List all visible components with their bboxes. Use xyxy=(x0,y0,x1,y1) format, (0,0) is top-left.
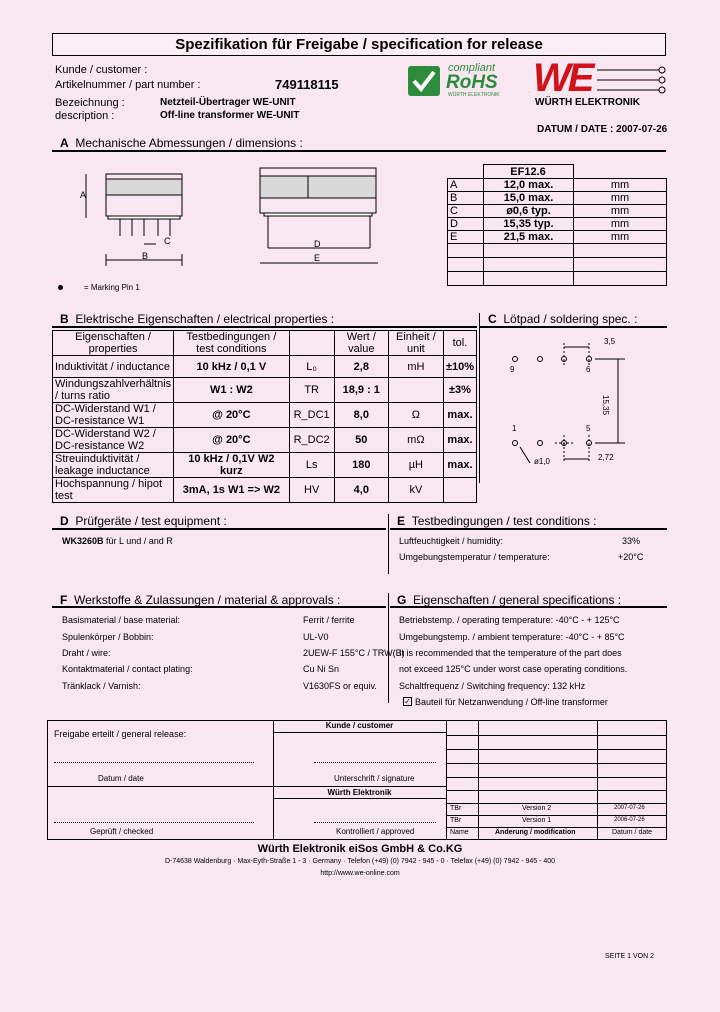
material-value: Ferrit / ferrite xyxy=(303,615,355,625)
section-c-heading: C Lötpad / soldering spec. : xyxy=(488,312,638,326)
material-value: UL-V0 xyxy=(303,632,329,642)
pad-dim-35: 3,5 xyxy=(604,337,616,346)
pin-6-label: 6 xyxy=(586,365,591,374)
dim-e-label: E xyxy=(314,253,321,263)
we-brand: WÜRTH ELEKTRONIK xyxy=(535,97,640,108)
company-address: D-74638 Waldenburg · Max-Eyth-Straße 1 - 3 · Germany · Telefon (+49) (0) 7942 - 945 - 0 · Telefax (+49) (0) 7942 - 945 - 400 xyxy=(164,858,556,865)
table-row: E 21,5 max. mm xyxy=(448,231,667,244)
release-label: Freigabe erteilt / general release: xyxy=(54,729,187,739)
table-row: Streuinduktivität / leakage inductance 10 kHz / 0,1V W2 kurz Ls 180 µH max. xyxy=(53,453,477,478)
pad-dim-272: 2,72 xyxy=(598,453,614,462)
switching-frequency: Schaltfrequenz / Switching frequency: 132 kHz xyxy=(399,681,586,691)
rohs-brand: WÜRTH ELEKTRONIK xyxy=(448,92,500,98)
version-who: TBr xyxy=(450,805,462,812)
dimension-values xyxy=(447,178,667,286)
table-row: A 12,0 max. mm xyxy=(448,179,667,192)
table-row: DC-Widerstand W2 / DC-resistance W2 @ 20°C R_DC2 50 mΩ max. xyxy=(53,428,477,453)
we-logo xyxy=(527,56,667,110)
table-row: DC-Widerstand W1 / DC-resistance W1 @ 20°C R_DC1 8,0 Ω max. xyxy=(53,403,477,428)
material-label: Kontaktmaterial / contact plating: xyxy=(62,664,193,674)
customer-box-title: Kunde / customer xyxy=(273,720,446,733)
material-label: Basismaterial / base material: xyxy=(62,615,181,625)
part-number: 749118115 xyxy=(275,77,339,92)
material-label: Spulenkörper / Bobbin: xyxy=(62,632,154,642)
checked-label: Geprüft / checked xyxy=(90,827,154,836)
page-number: SEITE 1 VON 2 xyxy=(605,953,655,960)
humidity-label: Luftfeuchtigkeit / humidity: xyxy=(399,536,504,546)
part-number-label: Artikelnummer / part number : xyxy=(55,79,201,91)
ambient-temp: Umgebungstemp. / ambient temperature: -40°C - + 85°C xyxy=(399,632,625,642)
version-who: TBr xyxy=(450,817,462,824)
rohs-text: RoHS xyxy=(446,72,498,93)
pad-dim-1535: 15,35 xyxy=(601,395,610,416)
rohs-logo xyxy=(408,62,518,98)
company-website[interactable]: http://www.we-online.com xyxy=(320,870,400,877)
description-label: description : xyxy=(55,110,115,122)
temperature-value: +20°C xyxy=(618,552,644,562)
signature-label: Unterschrift / signature xyxy=(334,774,415,783)
date-label: Datum / date xyxy=(98,774,144,783)
version-date: 2007-07-26 xyxy=(614,805,645,811)
component-side-view xyxy=(78,160,188,270)
approved-label: Kontrolliert / approved xyxy=(336,827,415,836)
section-g-heading: G Eigenschaften / general specifications : xyxy=(397,593,622,607)
recommendation-line1: It is recommended that the temperature of the part does xyxy=(399,648,622,658)
pad-dim-diameter: ø1,0 xyxy=(534,457,551,466)
offline-note: Bauteil für Netzanwendung / Off-line transformer xyxy=(415,697,608,707)
description-value: Off-line transformer WE-UNIT xyxy=(160,110,300,121)
core-type: EF12.6 xyxy=(483,165,573,179)
document-date: DATUM / DATE : 2007-07-26 xyxy=(537,124,668,135)
humidity-value: 33% xyxy=(622,536,641,546)
test-equipment: WK3260B für L und / and R xyxy=(62,536,173,546)
table-row: Windungszahlverhältnis / turns ratio W1 : W2 TR 18,9 : 1 ±3% xyxy=(53,378,477,403)
dim-c-label: C xyxy=(164,236,171,246)
material-label: Draht / wire: xyxy=(62,648,111,658)
rohs-compliant: compliant xyxy=(448,62,496,74)
table-row: C ø0,6 typ. mm xyxy=(448,205,667,218)
company-name: Würth Elektronik eiSos GmbH & Co.KG xyxy=(257,843,463,855)
material-label: Tränklack / Varnish: xyxy=(62,681,141,691)
recommendation-line2: not exceed 125°C under worst case operating conditions. xyxy=(399,664,628,674)
material-value: Cu Ni Sn xyxy=(303,664,340,674)
checkbox-icon: ✓ xyxy=(404,697,411,706)
pin-5-label: 5 xyxy=(586,424,591,433)
version-label: Version 1 xyxy=(522,817,552,824)
section-f-heading: F Werkstoffe & Zulassungen / material & approvals : xyxy=(60,593,341,607)
customer-label: Kunde / customer : xyxy=(55,64,148,76)
operating-temp: Betriebstemp. / operating temperature: -40°C - + 125°C xyxy=(399,615,620,625)
section-b-heading: B Elektrische Eigenschaften / electrical properties : xyxy=(60,312,335,326)
check-icon xyxy=(408,66,440,96)
material-value: V1630FS or equiv. xyxy=(303,681,377,691)
dimension-table xyxy=(447,164,667,179)
section-d-heading: D Prüfgeräte / test equipment : xyxy=(60,514,227,528)
section-e-heading: E Testbedingungen / test conditions : xyxy=(397,514,597,528)
table-row: Hochspannung / hipot test 3mA, 1s W1 => W2 HV 4,0 kV xyxy=(53,478,477,503)
dim-d-label: D xyxy=(314,239,321,249)
temperature-label: Umgebungstemperatur / temperature: xyxy=(399,552,550,562)
table-row: Induktivität / inductance 10 kHz / 0,1 V L₀ 2,8 mH ±10% xyxy=(53,356,477,378)
version-header-date: Datum / date xyxy=(612,829,653,836)
pin-9-label: 9 xyxy=(510,365,515,374)
section-a-heading: A Mechanische Abmessungen / dimensions : xyxy=(60,136,303,150)
document-title: Spezifikation für Freigabe / specification for release xyxy=(52,33,666,56)
pin-1-label: 1 xyxy=(512,424,517,433)
table-row: D 15,35 typ. mm xyxy=(448,218,667,231)
designation-label: Bezeichnung : xyxy=(55,97,125,109)
electrical-table: Eigenschaften / properties Testbedingungen / test conditions Wert / value Einheit / unit tol. Induktivität / inductance 10 kHz / 0,1 V L₀ 2,8 mH ±10% Windungszahlverhältnis / turns ratio W1 : W2 TR 18,9 : 1 ±3% DC-Widerstand W1 / DC-resistance W1 @ 20°C R_DC1 8,0 Ω max. DC-Widerstand W2 / DC-resistance W2 @ 20°C R_DC2 50 mΩ max. Streuinduktivität / leakage inductance 10 kHz / 0,1V W2 kurz Ls 180 µH max. Hochspannung / hipot test 3mA, 1s W1 => W2 HV 4,0 kV xyxy=(52,330,477,503)
dim-b-label: B xyxy=(142,251,149,261)
marking-dot-icon xyxy=(58,285,63,290)
marking-note: = Marking Pin 1 xyxy=(84,283,140,292)
version-label: Version 2 xyxy=(522,805,552,812)
table-row: B 15,0 max. mm xyxy=(448,192,667,205)
designation-value: Netzteil-Übertrager WE-UNIT xyxy=(160,97,296,108)
we-logo-text: WE xyxy=(533,56,592,100)
dim-a-label: A xyxy=(80,190,87,200)
version-header-name: Name xyxy=(450,829,469,836)
circuit-icon xyxy=(597,66,667,96)
solder-pad-diagram xyxy=(500,335,660,475)
we-box-title: Würth Elektronik xyxy=(273,786,446,799)
material-value: 2UEW-F 155°C / TRW(B) xyxy=(303,648,405,658)
version-date: 2006-07-26 xyxy=(614,817,645,823)
version-header-change: Änderung / modification xyxy=(495,829,576,836)
